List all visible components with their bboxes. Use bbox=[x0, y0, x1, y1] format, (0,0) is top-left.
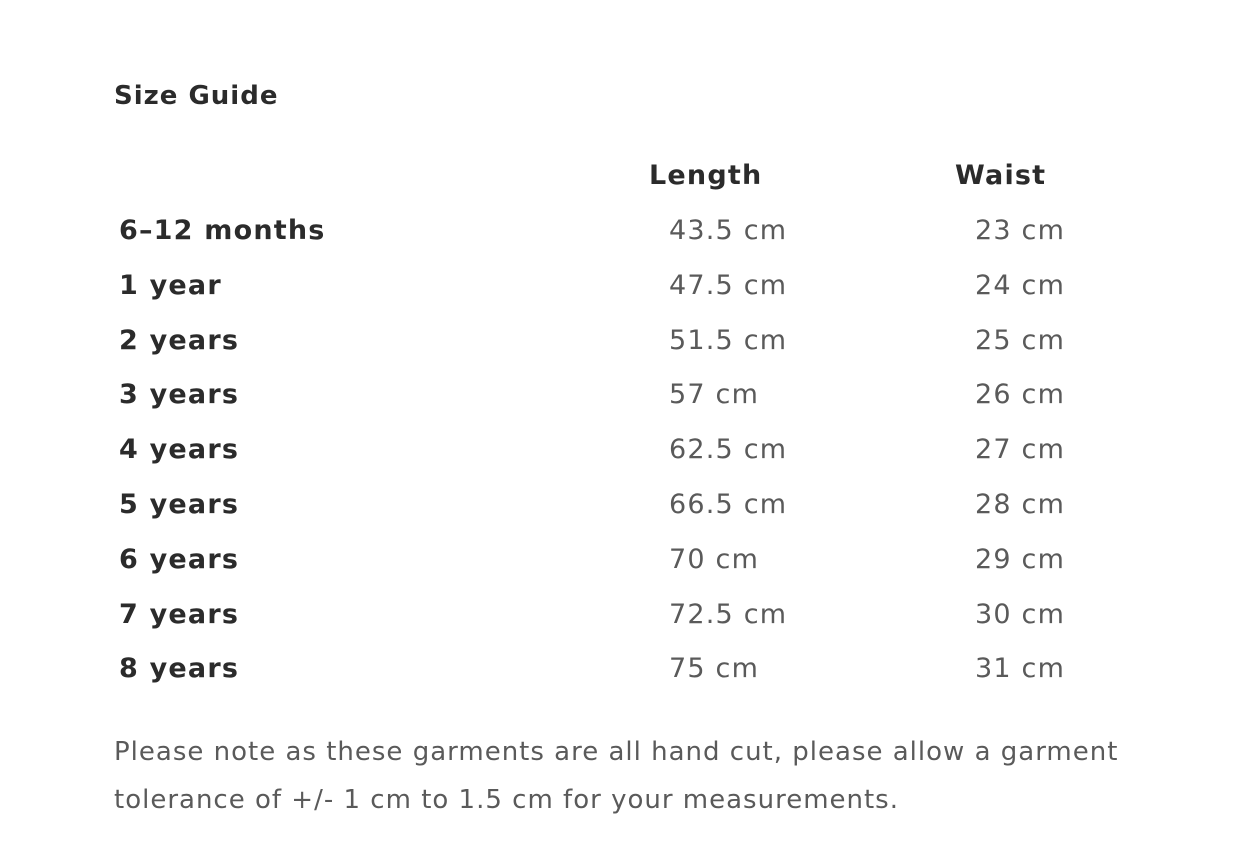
size-cell: 3 years bbox=[119, 379, 240, 411]
length-cell: 43.5 cm bbox=[669, 215, 788, 246]
waist-cell: 24 cm bbox=[975, 269, 1066, 301]
table-row bbox=[0, 323, 1246, 378]
length-cell: 51.5 cm bbox=[669, 324, 788, 356]
table-row bbox=[0, 268, 1246, 323]
length-cell: 66.5 cm bbox=[669, 488, 788, 520]
size-cell: 2 years bbox=[119, 324, 240, 356]
size-cell: 8 years bbox=[119, 653, 240, 685]
size-cell: 1 year bbox=[119, 269, 222, 301]
waist-cell: 25 cm bbox=[975, 324, 1066, 356]
waist-cell: 23 cm bbox=[975, 215, 1066, 246]
table-row bbox=[0, 597, 1246, 652]
waist-cell: 31 cm bbox=[975, 653, 1066, 685]
column-header-waist: Waist bbox=[955, 160, 1047, 191]
waist-cell: 27 cm bbox=[975, 434, 1066, 466]
table-row bbox=[0, 213, 1246, 268]
waist-cell: 30 cm bbox=[975, 598, 1066, 630]
length-cell: 57 cm bbox=[669, 379, 760, 411]
size-cell: 6–12 months bbox=[119, 215, 326, 246]
size-cell: 5 years bbox=[119, 488, 240, 520]
length-cell: 72.5 cm bbox=[669, 598, 788, 630]
length-cell: 62.5 cm bbox=[669, 434, 788, 466]
size-cell: 7 years bbox=[119, 598, 240, 630]
page-title: Size Guide bbox=[114, 81, 279, 111]
length-cell: 70 cm bbox=[669, 543, 760, 575]
table-row bbox=[0, 487, 1246, 542]
waist-cell: 28 cm bbox=[975, 488, 1066, 520]
size-cell: 4 years bbox=[119, 434, 240, 466]
length-cell: 47.5 cm bbox=[669, 269, 788, 301]
size-cell: 6 years bbox=[119, 543, 240, 575]
tolerance-note: Please note as these garments are all hand cut, please allow a garment tolerance of +/- 1 cm to 1.5 cm for your measurements. bbox=[114, 737, 1119, 815]
column-header-length: Length bbox=[649, 160, 763, 191]
waist-cell: 26 cm bbox=[975, 379, 1066, 411]
table-row bbox=[0, 432, 1246, 487]
waist-cell: 29 cm bbox=[975, 543, 1066, 575]
table-row bbox=[0, 377, 1246, 432]
size-table-body bbox=[0, 213, 1246, 706]
table-row bbox=[0, 651, 1246, 706]
table-row bbox=[0, 542, 1246, 597]
length-cell: 75 cm bbox=[669, 653, 760, 685]
